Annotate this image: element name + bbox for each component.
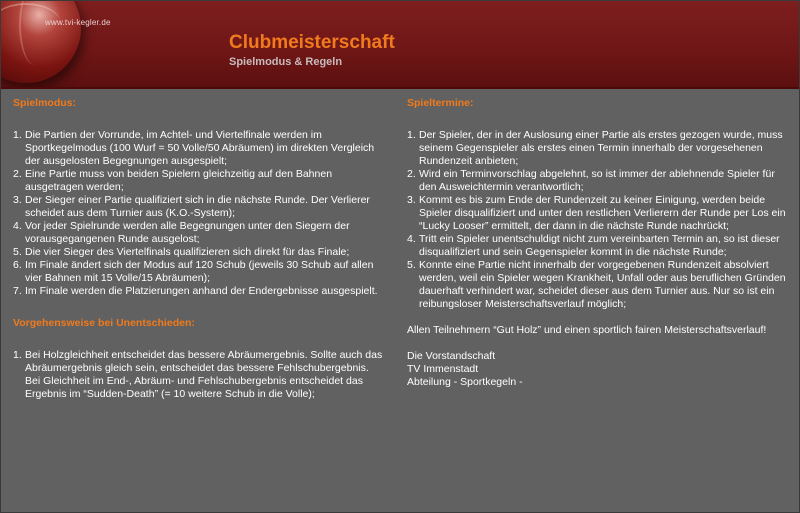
unentschieden-heading: Vorgehensweise bei Unentschieden: — [13, 317, 195, 329]
list-item: 5. Konnte eine Partie nicht innerhalb der vorgegebenen Rundenzeit absolviert werden, weil ein Spieler wegen Krankheit, Unfall oder aus beruflichen Gründen dauerhaft verhindert war, scheidet dieser aus dem Turnier aus. Nur so ist ein reibungsloser Meisterschaftsverlauf möglich; — [407, 259, 786, 310]
page-subtitle: Spielmodus & Regeln — [229, 56, 343, 68]
list-item: 7. Im Finale werden die Platzierungen anhand der Endergebnisse ausgespielt. — [13, 285, 378, 297]
header-banner — [1, 1, 799, 89]
left-column — [13, 97, 383, 401]
signature-line: Die Vorstandschaft — [407, 350, 496, 362]
unentschieden-list — [13, 349, 383, 401]
signature-line: TV Immenstadt — [407, 363, 479, 375]
signature-block — [407, 350, 787, 389]
list-item: 4. Tritt ein Spieler unentschuldigt nicht zum vereinbarten Termin an, so ist dieser disqualifiziert und sein Gegenspieler kommt in die nächste Runde; — [407, 233, 780, 258]
list-item: 1. Bei Holzgleichheit entscheidet das bessere Abräumergebnis. Sollte auch das Abräumergebnis gleich sein, entscheidet das bessere Fehlschubergebnis. Bei Gleichheit im End-, Abräum- und Fehlschubergebnis entscheidet das Ergebnis im “Sudden-Death” (= 10 weitere Schub in die Volle); — [13, 349, 383, 400]
spielmodus-heading: Spielmodus: — [13, 97, 77, 109]
list-item: 6. Im Finale ändert sich der Modus auf 120 Schub (jeweils 30 Schub auf allen vier Bahnen mit 15 Volle/15 Abräumen); — [13, 259, 374, 284]
closing-text: Allen Teilnehmern “Gut Holz” und einen sportlich fairen Meisterschaftsverlauf! — [407, 324, 767, 336]
list-item: 4. Vor jeder Spielrunde werden alle Begegnungen unter den Siegern der vorausgegangenen Runde ausgelost; — [13, 220, 350, 245]
signature-line: Abteilung - Sportkegeln - — [407, 376, 523, 388]
globe-logo-icon — [1, 1, 81, 83]
right-column — [407, 97, 787, 389]
list-item: 3. Der Sieger einer Partie qualifiziert sich in die nächste Runde. Der Verlierer scheidet aus dem Turnier aus (K.O.-System); — [13, 194, 370, 219]
site-url-link[interactable]: www.tvi-kegler.de — [45, 18, 111, 27]
page-title: Clubmeisterschaft — [229, 32, 395, 53]
spieltermine-heading: Spieltermine: — [407, 97, 474, 109]
content-area — [1, 89, 799, 512]
list-item: 5. Die vier Sieger des Viertelfinals qualifizieren sich direkt für das Finale; — [13, 246, 350, 258]
list-item: 1. Die Partien der Vorrunde, im Achtel- und Viertelfinale werden im Sportkegelmodus (100 Wurf = 50 Volle/50 Abräumen) im direkten Vergleich der ausgelosten Begegnungen ausgespielt; — [13, 129, 375, 167]
list-item: 2. Eine Partie muss von beiden Spielern gleichzeitig auf den Bahnen ausgetragen werden; — [13, 168, 333, 193]
spieltermine-list — [407, 129, 787, 311]
list-item: 2. Wird ein Terminvorschlag abgelehnt, so ist immer der ablehnende Spieler für den Ausweichtermin verantwortlich; — [407, 168, 775, 193]
spielmodus-list — [13, 129, 383, 298]
list-item: 3. Kommt es bis zum Ende der Rundenzeit zu keiner Einigung, werden beide Spieler disqualifiziert und unter den restlichen Verlierern der Runde per Los ein “Lucky Looser” ermittelt, der dann in die nächste Runde nachrückt; — [407, 194, 786, 232]
list-item: 1. Der Spieler, der in der Auslosung einer Partie als erstes gezogen wurde, muss seinem Gegenspieler als erstes einen Termin innerhalb der vorgesehenen Rundenzeit anbieten; — [407, 129, 783, 167]
